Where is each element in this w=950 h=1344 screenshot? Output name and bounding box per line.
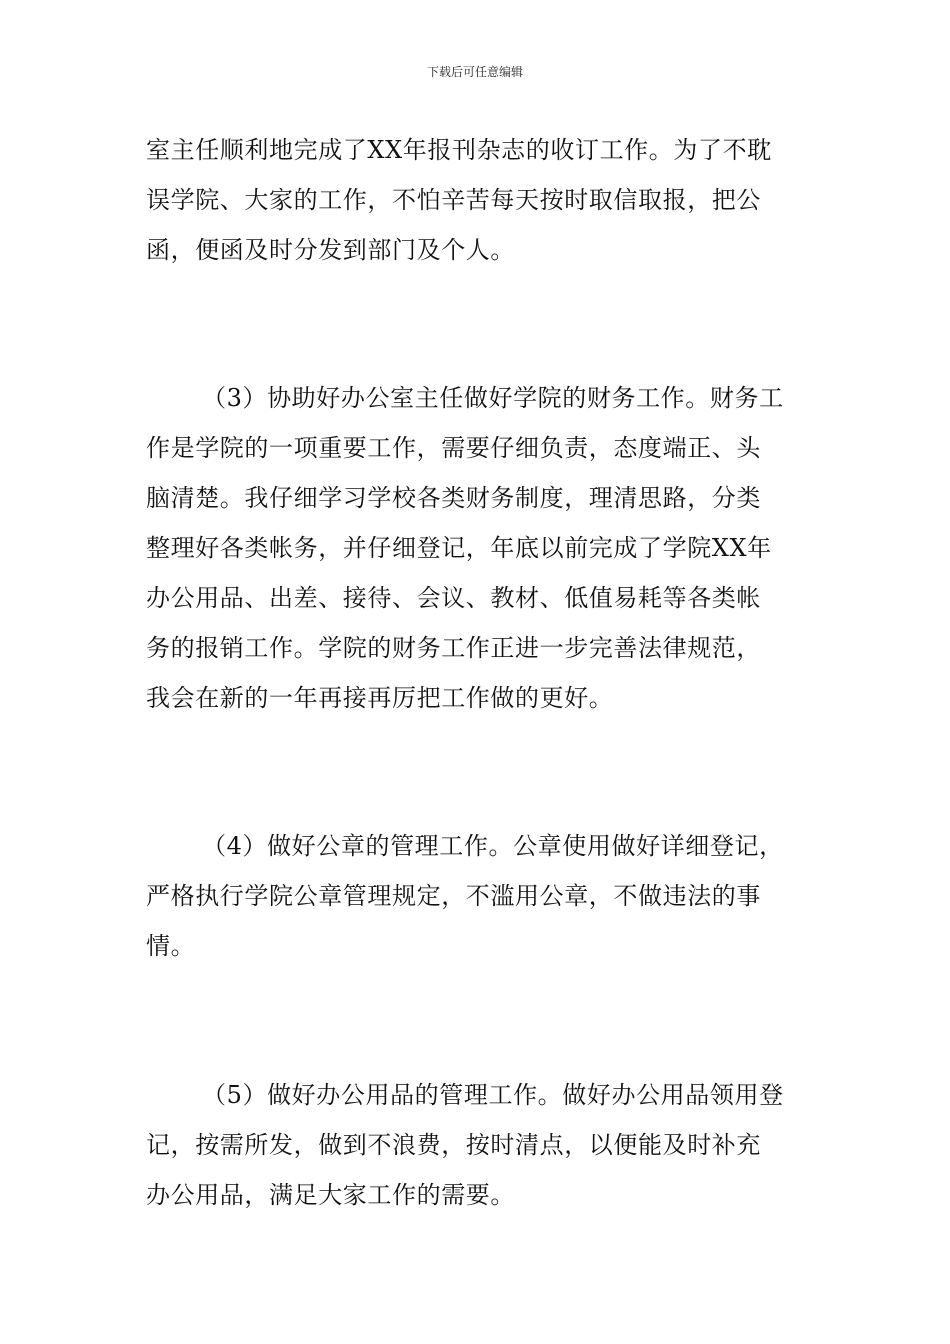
paragraph-line: 务的报销工作。学院的财务工作正进一步完善法律规范，: [146, 634, 761, 662]
paragraph-line: 办公用品，满足大家工作的需要。: [146, 1181, 515, 1209]
paragraph-line: 整理好各类帐务，并仔细登记，年底以前完成了学院XX年: [146, 534, 772, 562]
paragraph-line: 脑清楚。我仔细学习学校各类财务制度，理清思路，分类: [146, 484, 761, 512]
paragraph-line: 函，便函及时分发到部门及个人。: [146, 236, 515, 264]
paragraph-2: [146, 373, 808, 723]
paragraph-line: （5）做好办公用品的管理工作。做好办公用品领用登: [202, 1081, 784, 1109]
paragraph-line: 严格执行学院公章管理规定，不滥用公章，不做违法的事: [146, 882, 761, 910]
paragraph-line: （3）协助好办公室主任做好学院的财务工作。财务工: [202, 384, 784, 412]
paragraph-line: 办公用品、出差、接待、会议、教材、低值易耗等各类帐: [146, 584, 761, 612]
paragraph-line: 室主任顺利地完成了XX年报刊杂志的收订工作。为了不耽: [146, 136, 772, 164]
paragraph-line: 情。: [146, 932, 196, 960]
paragraph-1: [146, 125, 808, 275]
paragraph-3: [146, 821, 808, 971]
paragraph-line: 我会在新的一年再接再厉把工作做的更好。: [146, 684, 614, 712]
paragraph-4: [146, 1070, 808, 1220]
paragraph-line: 误学院、大家的工作，不怕辛苦每天按时取信取报，把公: [146, 186, 761, 214]
paragraph-line: 作是学院的一项重要工作，需要仔细负责，态度端正、头: [146, 434, 761, 462]
paragraph-line: 记，按需所发，做到不浪费，按时清点，以便能及时补充: [146, 1131, 761, 1159]
paragraph-line: （4）做好公章的管理工作。公章使用做好详细登记，: [202, 832, 784, 860]
header-note: 下载后可任意编辑: [426, 65, 523, 79]
